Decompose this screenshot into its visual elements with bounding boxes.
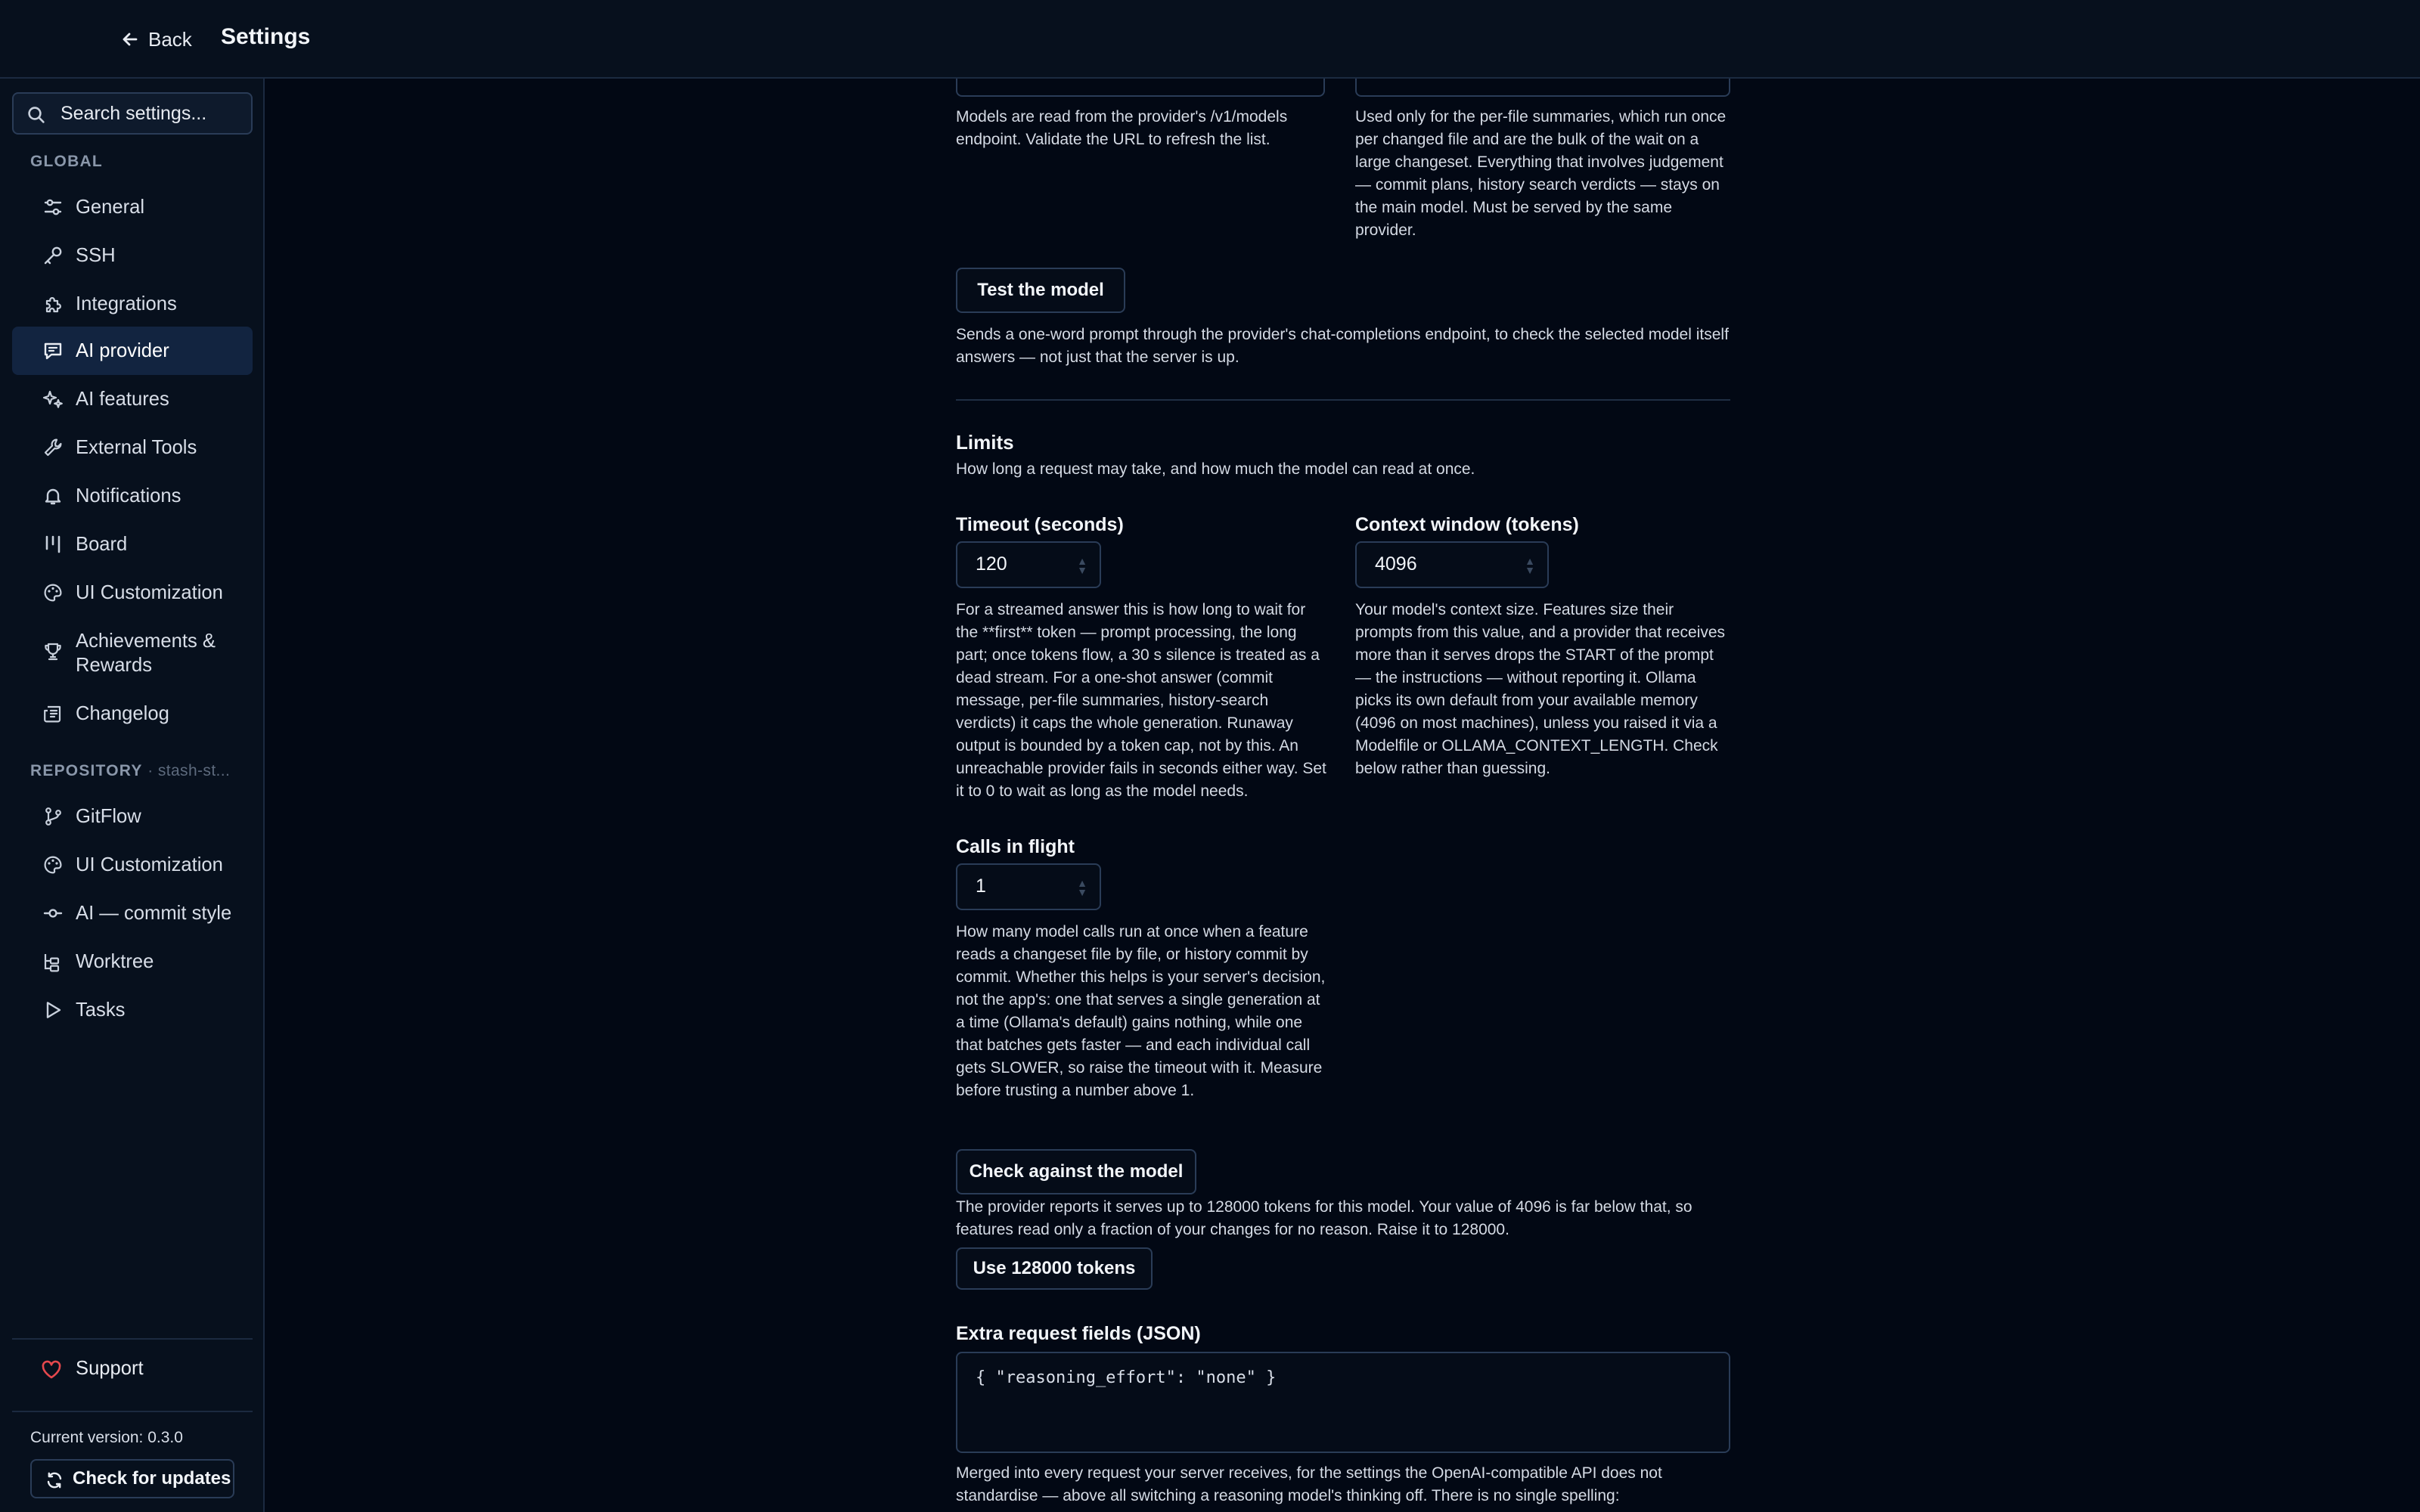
spinner-icon[interactable]: ▲ ▼ (1077, 555, 1087, 576)
sidebar-item-label: Tasks (76, 999, 126, 1021)
calls-in-flight-help-text: How many model calls run at once when a feature reads a changeset file by file, or history commit by commit. Whether this helps is your server's decision, not the app's: one that serves a single generation at a time (Ollama's default) gains nothing, while one that batches gets faster — and each individual call gets SLOWER, so raise the timeout with it. Measure before trusting a number above 1. (956, 923, 1326, 1099)
search-icon (27, 106, 45, 124)
sidebar-item-label: Board (76, 534, 128, 555)
sidebar-item-tasks[interactable] (12, 986, 253, 1034)
section-divider (956, 399, 1730, 401)
version-text: Current version: 0.3.0 (30, 1429, 183, 1446)
sidebar-item-integrations[interactable] (12, 280, 253, 328)
context-window-value: 4096 (1375, 553, 1417, 575)
extra-fields-label: Extra request fields (JSON) (956, 1323, 1201, 1344)
timeout-value: 120 (976, 553, 1007, 575)
sidebar-item-label: External Tools (76, 437, 197, 458)
repository-name: · stash-st... (147, 762, 231, 779)
models-help-text: Models are read from the provider's /v1/models endpoint. Validate the URL to refresh the list. (956, 108, 1288, 148)
sidebar-item-label: Integrations (76, 293, 177, 314)
key-icon (42, 245, 64, 266)
worktree-icon (42, 951, 64, 972)
sidebar-item-ui-customization[interactable] (12, 569, 253, 617)
timeout-label: Timeout (seconds) (956, 514, 1124, 535)
refresh-icon (45, 1471, 64, 1489)
git-commit-icon (42, 903, 64, 924)
git-branch-icon (42, 806, 64, 827)
sidebar-item-board[interactable] (12, 520, 253, 569)
repository-label: REPOSITORY (30, 762, 143, 779)
sidebar-item-label: Worktree (76, 951, 154, 972)
puzzle-icon (42, 293, 64, 314)
sidebar-item-ai-provider[interactable] (12, 327, 253, 375)
check-updates-button[interactable] (30, 1459, 234, 1498)
sliders-icon (42, 197, 64, 218)
heart-icon (41, 1359, 62, 1380)
sidebar-item-label: Achievements & Rewards (76, 631, 216, 676)
sidebar-item-label: UI Customization (76, 854, 223, 875)
sidebar (0, 79, 265, 1512)
chat-icon (42, 340, 64, 361)
board-icon (42, 534, 64, 555)
repository-section-label (30, 762, 230, 780)
spinner-icon[interactable]: ▲ ▼ (1077, 877, 1087, 898)
sidebar-item-achievements[interactable] (12, 617, 253, 689)
sidebar-item-label: General (76, 197, 145, 218)
page-title: Settings (221, 24, 311, 49)
use-tokens-button[interactable]: Use 128000 tokens (956, 1247, 1153, 1290)
check-updates-label: Check for updates (73, 1468, 231, 1489)
back-label: Back (148, 27, 192, 51)
sidebar-item-ssh[interactable] (12, 231, 253, 280)
context-window-input[interactable] (1355, 541, 1549, 588)
search-box[interactable] (12, 92, 253, 135)
search-input[interactable] (60, 94, 248, 133)
arrow-left-icon (121, 30, 139, 48)
test-model-help-text: Sends a one-word prompt through the provider's chat-completions endpoint, to check the selected model itself answers — not just that the server is up. (956, 326, 1729, 366)
sidebar-divider (12, 1411, 253, 1412)
play-icon (42, 999, 64, 1021)
test-model-button[interactable]: Test the model (956, 268, 1125, 313)
support-link[interactable] (12, 1352, 253, 1388)
calls-in-flight-label: Calls in flight (956, 836, 1075, 857)
calls-in-flight-value: 1 (976, 875, 986, 897)
sidebar-item-label: SSH (76, 245, 116, 266)
sidebar-item-worktree[interactable] (12, 937, 253, 986)
newspaper-icon (42, 703, 64, 724)
palette-icon (42, 582, 64, 603)
palette-icon (42, 854, 64, 875)
sidebar-item-commit-style[interactable] (12, 889, 253, 937)
back-button[interactable] (121, 24, 192, 54)
extra-fields-help-text: Merged into every request your server receives, for the settings the OpenAI-compatible API does not standardise — above all switching a reasoning model's thinking off. There is no single spelling: (956, 1464, 1662, 1504)
sidebar-divider (12, 1338, 253, 1340)
sidebar-item-label: AI provider (76, 340, 169, 361)
summary-model-help-text: Used only for the per-file summaries, which run once per changed file and are the bulk of the wait on a large changeset. Everything that involves judgement — commit plans, history search verdicts — stays on the main model. Must be served by the same provider. (1355, 108, 1727, 239)
sidebar-item-gitflow[interactable] (12, 792, 253, 841)
global-section-label: GLOBAL (30, 153, 103, 170)
model-select-bottom-edge[interactable] (956, 79, 1325, 97)
timeout-help-text: For a streamed answer this is how long to wait for the **first** token — prompt processing, the long part; once tokens flow, a 30 s silence is treated as a dead stream. For a one-shot answer (commit message, per-file summaries, history-search verdicts) it caps the whole generation. Runaway output is bounded by a token cap, not by this. An unreachable provider fails in seconds either way. Set it to 0 to wait as long as the model needs. (956, 601, 1326, 800)
support-label: Support (76, 1358, 144, 1379)
sidebar-item-repo-ui-customization[interactable] (12, 841, 253, 889)
extra-fields-textarea[interactable]: { "reasoning_effort": "none" } (956, 1352, 1730, 1453)
wrench-icon (42, 437, 64, 458)
check-result-text: The provider reports it serves up to 128000 tokens for this model. Your value of 4096 is far below that, so features read only a fraction of your changes for no reason. Raise it to 128000. (956, 1198, 1692, 1238)
context-window-help-text: Your model's context size. Features size their prompts from this value, and a provider that receives more than it serves drops the START of the prompt — the instructions — without reporting it. Ollama picks its own default from your available memory (4096 on most machines), unless you raised it via a Modelfile or OLLAMA_CONTEXT_LENGTH. Check below rather than guessing. (1355, 601, 1726, 777)
sidebar-item-notifications[interactable] (12, 472, 253, 520)
sidebar-item-label: AI — commit style (76, 903, 232, 924)
top-bar (0, 0, 2420, 79)
limits-section-title: Limits (956, 431, 1014, 454)
limits-section-subtitle: How long a request may take, and how much the model can read at once. (956, 460, 1475, 478)
bell-icon (42, 485, 64, 507)
trophy-icon (42, 641, 64, 662)
spinner-icon[interactable]: ▲ ▼ (1525, 555, 1535, 576)
sidebar-item-label: Notifications (76, 485, 182, 507)
check-against-model-button[interactable]: Check against the model (956, 1149, 1196, 1194)
timeout-input[interactable] (956, 541, 1101, 588)
sidebar-item-general[interactable] (12, 183, 253, 231)
sidebar-item-label: GitFlow (76, 806, 141, 827)
sparkles-icon (42, 389, 64, 410)
sidebar-item-external-tools[interactable] (12, 423, 253, 472)
sidebar-item-ai-features[interactable] (12, 375, 253, 423)
context-window-label: Context window (tokens) (1355, 514, 1579, 535)
sidebar-item-label: AI features (76, 389, 169, 410)
calls-in-flight-input[interactable] (956, 863, 1101, 910)
sidebar-item-changelog[interactable] (12, 689, 253, 738)
sidebar-item-label: UI Customization (76, 582, 223, 603)
summary-model-select-bottom-edge[interactable] (1355, 79, 1730, 97)
settings-content (266, 79, 2420, 1512)
sidebar-item-label: Changelog (76, 703, 169, 724)
